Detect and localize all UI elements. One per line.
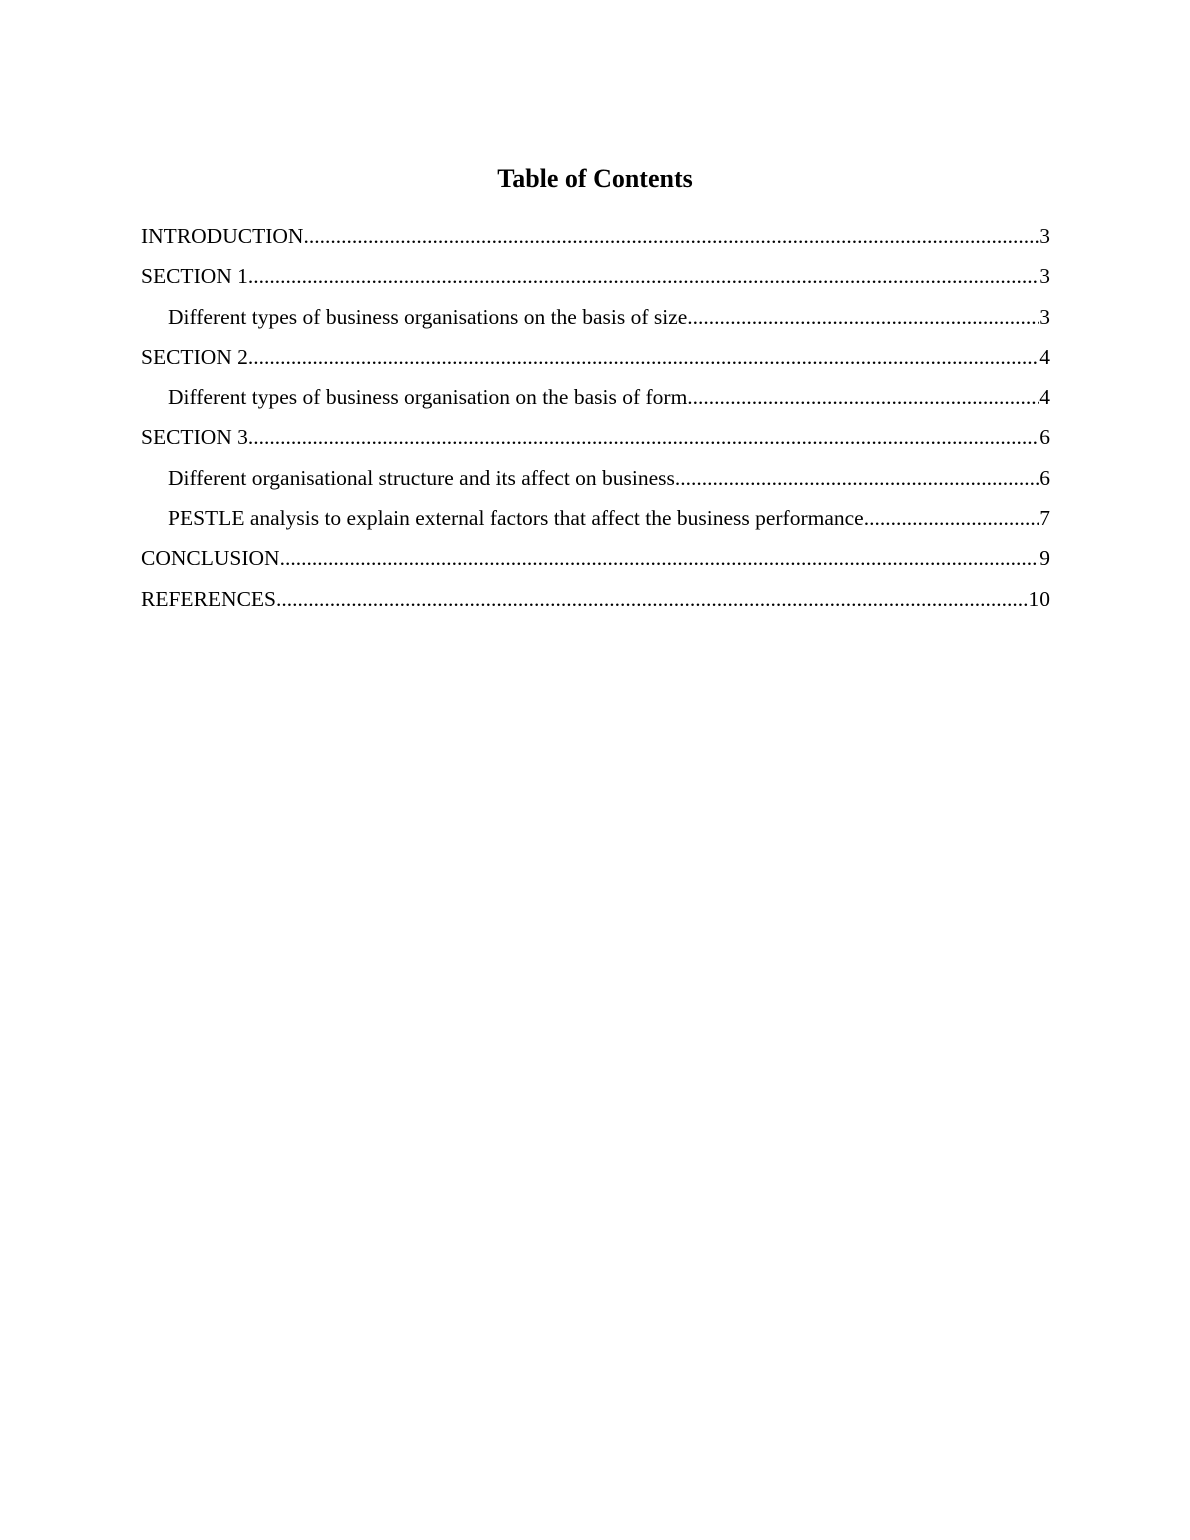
- toc-entry-label: Different organisational structure and its affect on business: [168, 465, 675, 490]
- toc-entry-page-number: 3: [1039, 224, 1050, 248]
- toc-dot-leader: [248, 259, 1039, 293]
- toc-dot-leader: [248, 340, 1039, 374]
- toc-entry-section-1[interactable]: [141, 259, 1050, 299]
- toc-entry-page-number: 4: [1039, 385, 1050, 410]
- toc-entry-page-number: 3: [1039, 304, 1050, 329]
- toc-entry-page-number: 6: [1039, 465, 1050, 490]
- toc-entry-page-number: 7: [1039, 506, 1050, 531]
- toc-entry-page-number: 10: [1028, 586, 1050, 611]
- toc-entry-label: SECTION 3: [141, 425, 248, 450]
- toc-dot-leader: [303, 219, 1039, 253]
- toc-entry-label: INTRODUCTION: [141, 224, 304, 248]
- toc-list: [141, 219, 1050, 622]
- toc-entry-label: CONCLUSION: [141, 546, 280, 571]
- toc-entry-page-number: 9: [1039, 546, 1050, 571]
- toc-entry-references[interactable]: [141, 582, 1050, 622]
- toc-entry-page-number: 4: [1039, 344, 1050, 369]
- toc-entry-pestle-analysis[interactable]: [141, 501, 1050, 541]
- toc-entry-label: PESTLE analysis to explain external factors that affect the business performance: [168, 506, 864, 531]
- toc-dot-leader: [276, 582, 1029, 616]
- toc-entry-page-number: 6: [1039, 425, 1050, 450]
- toc-entry-section-2[interactable]: [141, 340, 1050, 380]
- toc-dot-leader: [687, 300, 1039, 334]
- toc-entry-business-types-size[interactable]: [141, 300, 1050, 340]
- toc-entry-label: SECTION 2: [141, 344, 248, 369]
- toc-entry-section-3[interactable]: [141, 420, 1050, 460]
- toc-dot-leader: [864, 501, 1040, 535]
- toc-entry-label: REFERENCES: [141, 586, 276, 611]
- toc-entry-introduction[interactable]: [141, 219, 1050, 259]
- toc-entry-page-number: 3: [1039, 264, 1050, 289]
- toc-dot-leader: [248, 420, 1039, 454]
- toc-dot-leader: [675, 461, 1039, 495]
- toc-entry-label: Different types of business organisation on the basis of form: [168, 385, 688, 410]
- toc-entry-organisational-structure[interactable]: [141, 461, 1050, 501]
- toc-entry-label: SECTION 1: [141, 264, 248, 289]
- toc-entry-label: Different types of business organisations on the basis of size: [168, 304, 688, 329]
- toc-dot-leader: [687, 380, 1039, 414]
- toc-title: Table of Contents: [497, 164, 693, 193]
- toc-dot-leader: [280, 541, 1040, 575]
- toc-entry-conclusion[interactable]: [141, 541, 1050, 581]
- toc-entry-business-types-form[interactable]: [141, 380, 1050, 420]
